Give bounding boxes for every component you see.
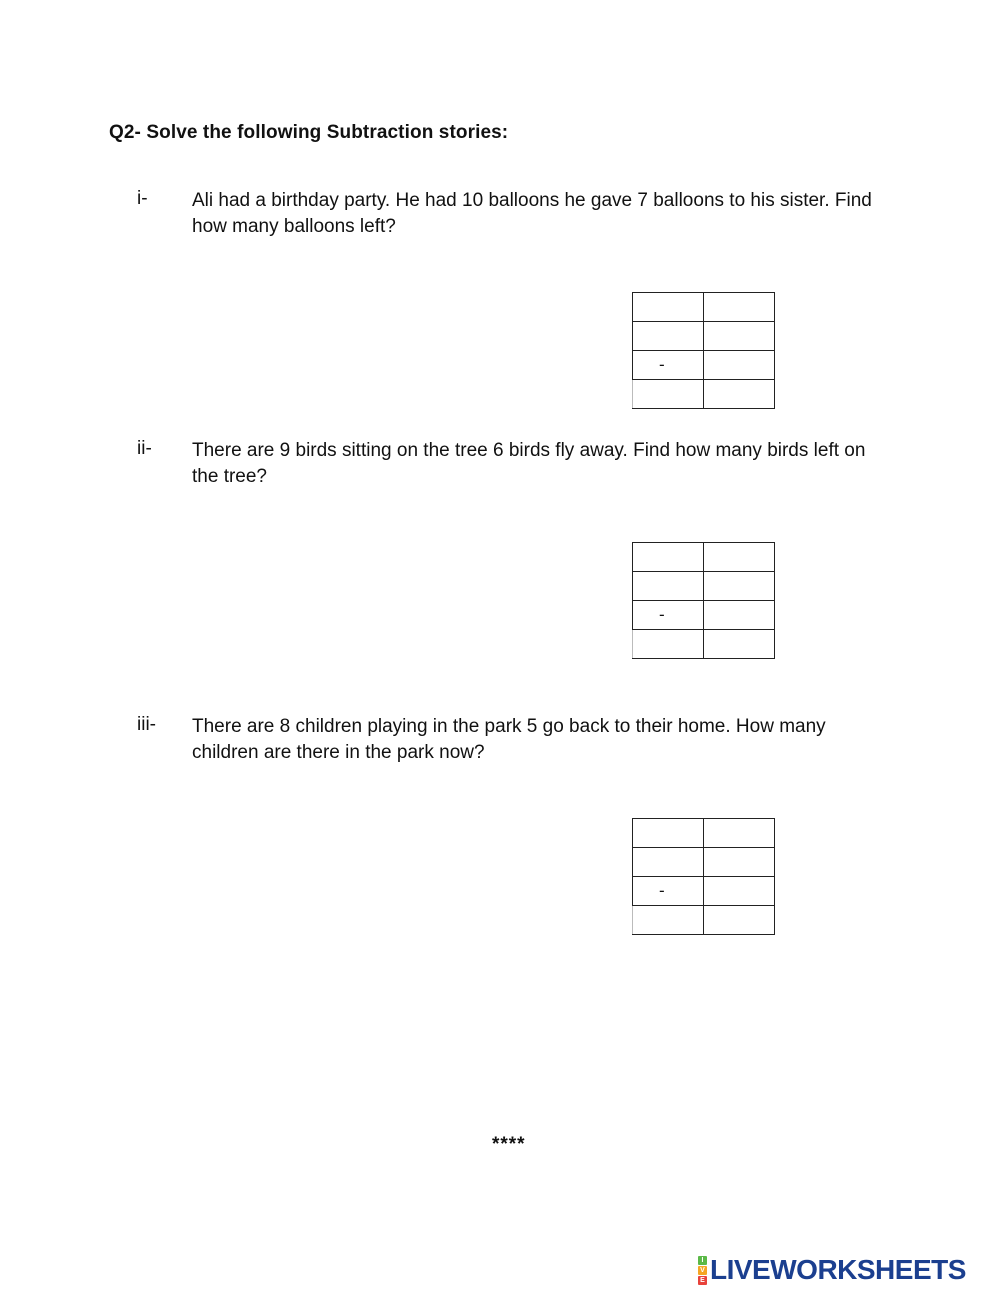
question-number: iii- bbox=[137, 714, 156, 735]
logo-block: E bbox=[698, 1276, 707, 1285]
answer-cell[interactable] bbox=[704, 572, 775, 601]
answer-cell[interactable] bbox=[704, 322, 775, 351]
answer-cell[interactable] bbox=[704, 848, 775, 877]
answer-cell[interactable] bbox=[633, 848, 704, 877]
answer-cell[interactable] bbox=[633, 380, 704, 409]
answer-grid bbox=[632, 292, 775, 409]
answer-cell[interactable] bbox=[704, 906, 775, 935]
answer-cell[interactable] bbox=[633, 293, 704, 322]
logo-blocks-icon bbox=[698, 1256, 707, 1285]
answer-cell[interactable] bbox=[633, 630, 704, 659]
logo-block: V bbox=[698, 1266, 707, 1275]
answer-cell[interactable] bbox=[633, 322, 704, 351]
answer-cell[interactable] bbox=[704, 293, 775, 322]
answer-cell[interactable] bbox=[704, 630, 775, 659]
liveworksheets-logo bbox=[698, 1254, 966, 1286]
minus-sign: - bbox=[633, 351, 704, 380]
logo-block: I bbox=[698, 1256, 707, 1265]
answer-cell[interactable] bbox=[704, 601, 775, 630]
minus-sign: - bbox=[633, 601, 704, 630]
answer-cell[interactable] bbox=[633, 572, 704, 601]
answer-grid bbox=[632, 818, 775, 935]
question-text: Ali had a birthday party. He had 10 balloons he gave 7 balloons to his sister. Find how many balloons left? bbox=[192, 190, 872, 237]
answer-cell[interactable] bbox=[633, 543, 704, 572]
question-number: i- bbox=[137, 188, 148, 209]
end-marker: **** bbox=[492, 1134, 526, 1155]
answer-cell[interactable] bbox=[704, 351, 775, 380]
answer-cell[interactable] bbox=[704, 380, 775, 409]
minus-sign: - bbox=[633, 877, 704, 906]
answer-cell[interactable] bbox=[704, 819, 775, 848]
answer-cell[interactable] bbox=[704, 877, 775, 906]
question-number: ii- bbox=[137, 438, 152, 459]
answer-cell[interactable] bbox=[633, 819, 704, 848]
question-text: There are 9 birds sitting on the tree 6 birds fly away. Find how many birds left on the tree? bbox=[192, 440, 866, 487]
answer-grid bbox=[632, 542, 775, 659]
worksheet-heading: Q2- Solve the following Subtraction stories: bbox=[109, 122, 509, 143]
answer-cell[interactable] bbox=[704, 543, 775, 572]
answer-cell[interactable] bbox=[633, 906, 704, 935]
logo-text: LIVEWORKSHEETS bbox=[710, 1254, 966, 1285]
question-text: There are 8 children playing in the park 5 go back to their home. How many children are there in the park now? bbox=[192, 716, 826, 763]
